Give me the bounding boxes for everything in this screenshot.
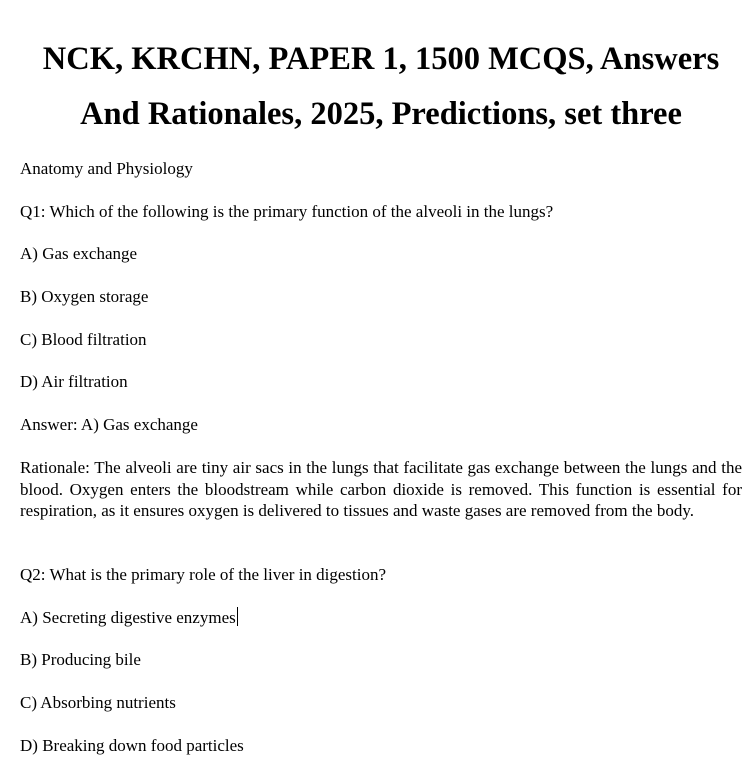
q1-option-c: C) Blood filtration bbox=[20, 330, 147, 349]
q1-rationale: Rationale: The alveoli are tiny air sacs in the lungs that facilitate gas exchange between the lungs and the blood. Oxygen enters the bloodstream while carbon dioxide is removed. This function is essential for respiration, as it ensures oxygen is delivered to tissues and waste gases are removed from the body. bbox=[20, 458, 742, 520]
q2-option-a-text: A) Secreting digestive enzymes bbox=[20, 608, 236, 627]
q2-option-c: C) Absorbing nutrients bbox=[20, 693, 176, 712]
q1-option-d: D) Air filtration bbox=[20, 372, 128, 391]
document-title-line-2: And Rationales, 2025, Predictions, set three bbox=[80, 96, 682, 132]
q1-question: Q1: Which of the following is the primary function of the alveoli in the lungs? bbox=[20, 202, 554, 221]
document-title-line-1: NCK, KRCHN, PAPER 1, 1500 MCQS, Answers bbox=[42, 41, 720, 77]
q2-option-b: B) Producing bile bbox=[20, 650, 141, 669]
section-heading: Anatomy and Physiology bbox=[20, 159, 193, 178]
q2-option-d: D) Breaking down food particles bbox=[20, 736, 244, 755]
q2-question: Q2: What is the primary role of the liver in digestion? bbox=[20, 565, 387, 584]
text-cursor bbox=[237, 607, 238, 626]
q1-option-a: A) Gas exchange bbox=[20, 244, 138, 263]
q1-option-b: B) Oxygen storage bbox=[20, 287, 149, 306]
q2-option-a[interactable] bbox=[20, 607, 238, 629]
q1-answer: Answer: A) Gas exchange bbox=[20, 415, 198, 434]
